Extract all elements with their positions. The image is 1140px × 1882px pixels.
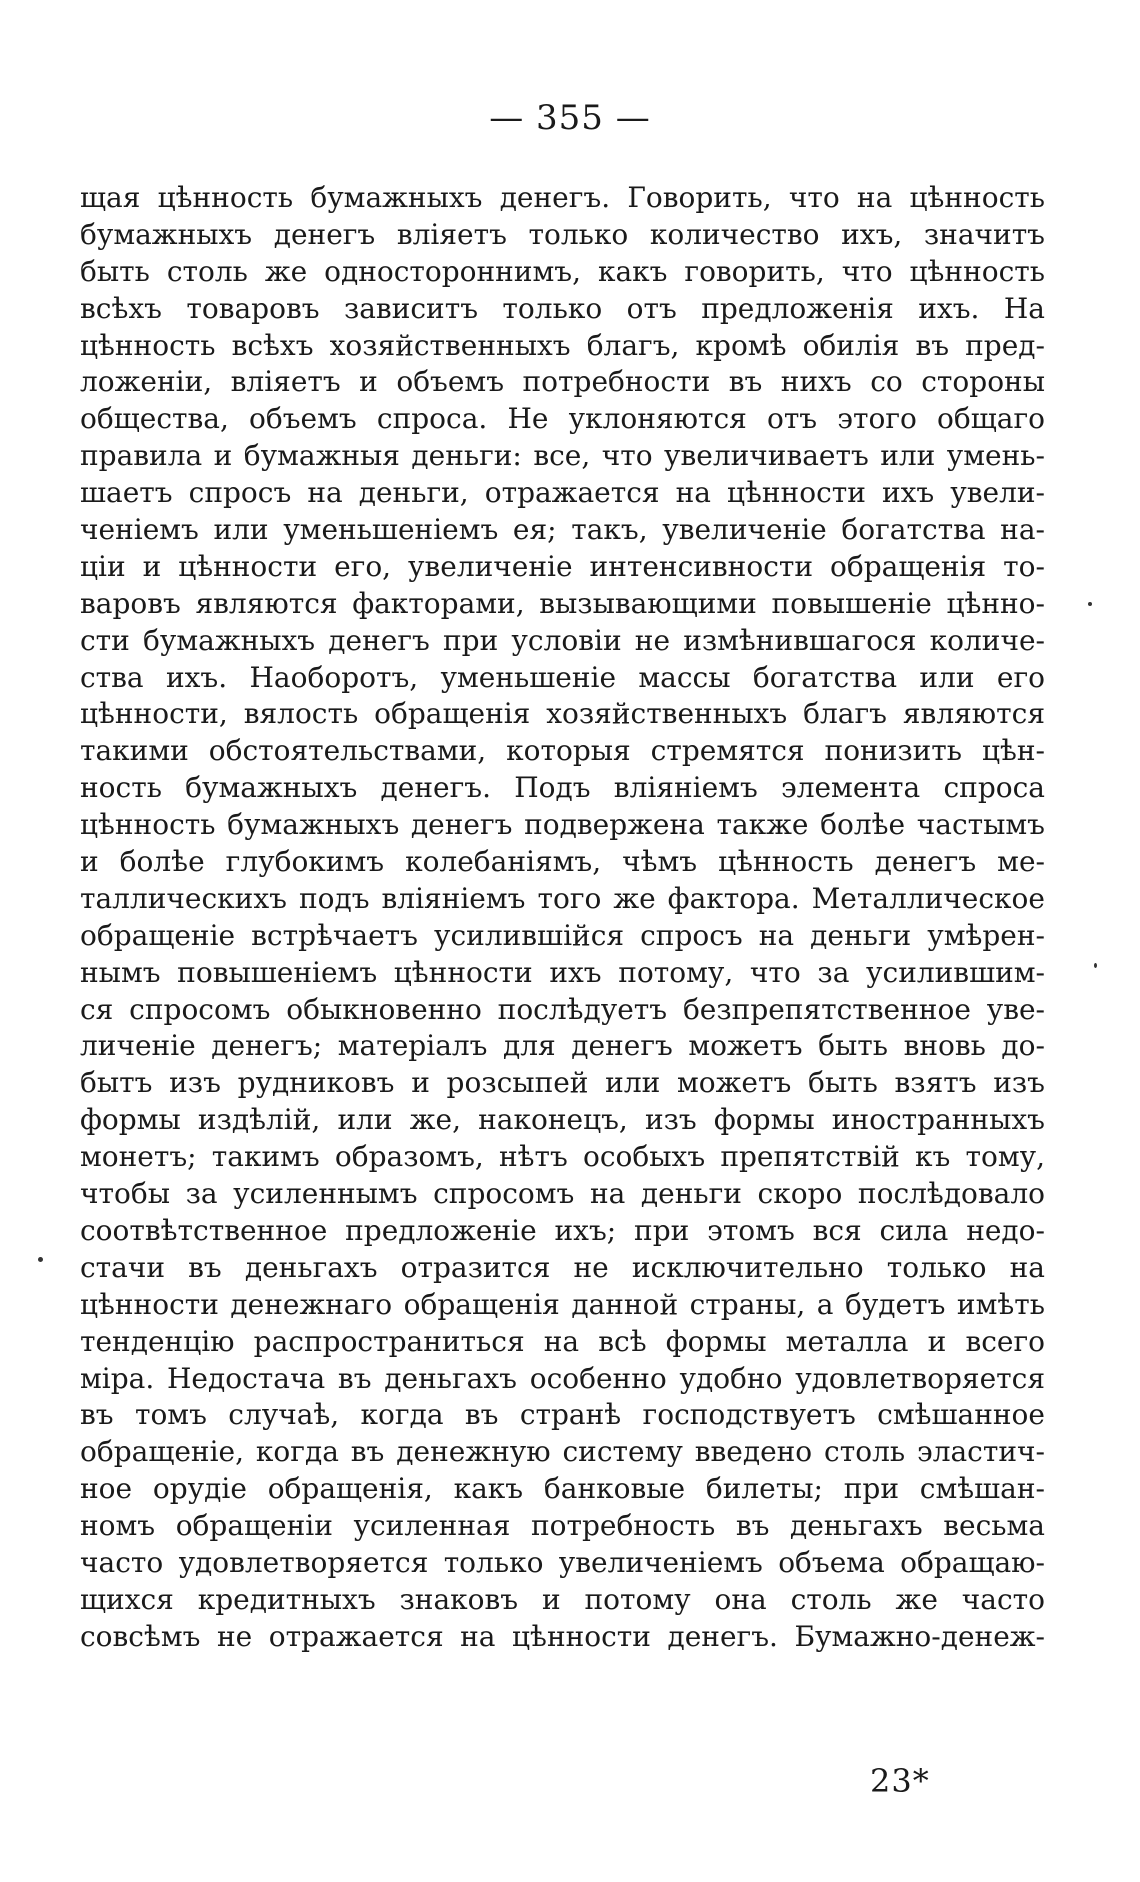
text-line-30: стачи въ деньгахъ отразится не исключительно только на (80, 1250, 1045, 1284)
page-number: — 355 — (489, 98, 651, 138)
text-line-35: обращеніе, когда въ денежную систему введено столь эластич- (80, 1435, 1045, 1469)
text-line-7: общества, объемъ спроса. Не уклоняются отъ этого общаго (80, 402, 1045, 436)
text-line-16: такими обстоятельствами, которыя стремятся понизить цѣн- (80, 734, 1045, 768)
text-line-39: щихся кредитныхъ знаковъ и потому она столь же часто (80, 1582, 1045, 1616)
text-line-27: монетъ; такимъ образомъ, нѣтъ особыхъ препятствій къ тому, (80, 1140, 1045, 1174)
text-line-32: тенденцію распространиться на всѣ формы металла и всего (80, 1324, 1045, 1358)
text-line-24: личеніе денегъ; матеріалъ для денегъ можетъ быть вновь до- (80, 1029, 1045, 1063)
text-line-1: щая цѣнность бумажныхъ денегъ. Говорить, что на цѣнность (80, 181, 1045, 214)
text-line-17: ность бумажныхъ денегъ. Подъ вліяніемъ элемента спроса (80, 771, 1045, 805)
text-line-31: цѣнности денежнаго обращенія данной страны, а будетъ имѣть (80, 1287, 1045, 1321)
text-line-13: сти бумажныхъ денегъ при условіи не измѣнившагося количе- (80, 623, 1045, 657)
text-line-26: формы издѣлій, или же, наконецъ, изъ формы иностранныхъ (80, 1103, 1045, 1137)
text-line-14: ства ихъ. Наоборотъ, уменьшеніе массы богатства или его (80, 660, 1045, 694)
text-line-33: міра. Недостача въ деньгахъ особенно удобно удовлетворяется (80, 1361, 1045, 1395)
text-line-25: бытъ изъ рудниковъ и розсыпей или можетъ быть взятъ изъ (80, 1066, 1045, 1100)
text-line-4: всѣхъ товаровъ зависитъ только отъ предложенія ихъ. На (80, 291, 1045, 325)
text-line-29: соотвѣтственное предложеніе ихъ; при этомъ вся сила недо- (80, 1213, 1045, 1247)
text-line-22: нымъ повышеніемъ цѣнности ихъ потому, что за усилившим- (80, 955, 1045, 989)
text-line-28: чтобы за усиленнымъ спросомъ на деньги скоро послѣдовало (80, 1177, 1045, 1211)
text-line-8: правила и бумажныя деньги: все, что увеличиваетъ или умень- (80, 439, 1045, 473)
text-line-5: цѣнность всѣхъ хозяйственныхъ благъ, кромѣ обилія въ пред- (80, 328, 1045, 362)
text-line-11: ціи и цѣнности его, увеличеніе интенсивности обращенія то- (80, 549, 1045, 583)
signature-mark: 23* (870, 1762, 930, 1800)
text-line-21: обращеніе встрѣчаетъ усилившійся спросъ на деньги умѣрен- (80, 918, 1045, 952)
text-line-18: цѣнность бумажныхъ денегъ подвержена также болѣе частымъ (80, 808, 1045, 842)
text-line-9: шаетъ спросъ на деньги, отражается на цѣнности ихъ увели- (80, 476, 1045, 510)
text-line-12: варовъ являются факторами, вызывающими повышеніе цѣнно- (80, 586, 1045, 620)
text-line-6: ложеніи, вліяетъ и объемъ потребности въ нихъ со стороны (80, 365, 1045, 399)
text-line-10: ченіемъ или уменьшеніемъ ея; такъ, увеличеніе богатства на- (80, 513, 1045, 547)
ink-speck (38, 1257, 43, 1262)
body-text (80, 180, 1045, 1656)
text-line-2: бумажныхъ денегъ вліяетъ только количество ихъ, значитъ (80, 217, 1045, 251)
text-line-19: и болѣе глубокимъ колебаніямъ, чѣмъ цѣнность денегъ ме- (80, 845, 1045, 879)
ink-speck (1094, 963, 1097, 968)
text-line-3: быть столь же одностороннимъ, какъ говорить, что цѣнность (80, 254, 1045, 288)
text-line-37: номъ обращеніи усиленная потребность въ деньгахъ весьма (80, 1509, 1045, 1543)
text-line-40: совсѣмъ не отражается на цѣнности денегъ. Бумажно-денеж- (80, 1619, 1045, 1653)
text-line-38: часто удовлетворяется только увеличеніемъ объема обращаю- (80, 1545, 1045, 1579)
text-line-20: таллическихъ подъ вліяніемъ того же фактора. Металлическое (80, 881, 1045, 915)
text-line-15: цѣнности, вялость обращенія хозяйственныхъ благъ являются (80, 697, 1045, 731)
text-line-36: ное орудіе обращенія, какъ банковые билеты; при смѣшан- (80, 1472, 1045, 1506)
ink-speck (1088, 602, 1092, 606)
text-line-23: ся спросомъ обыкновенно послѣдуетъ безпрепятственное уве- (80, 992, 1045, 1026)
text-line-34: въ томъ случаѣ, когда въ странѣ господствуетъ смѣшанное (80, 1398, 1045, 1432)
